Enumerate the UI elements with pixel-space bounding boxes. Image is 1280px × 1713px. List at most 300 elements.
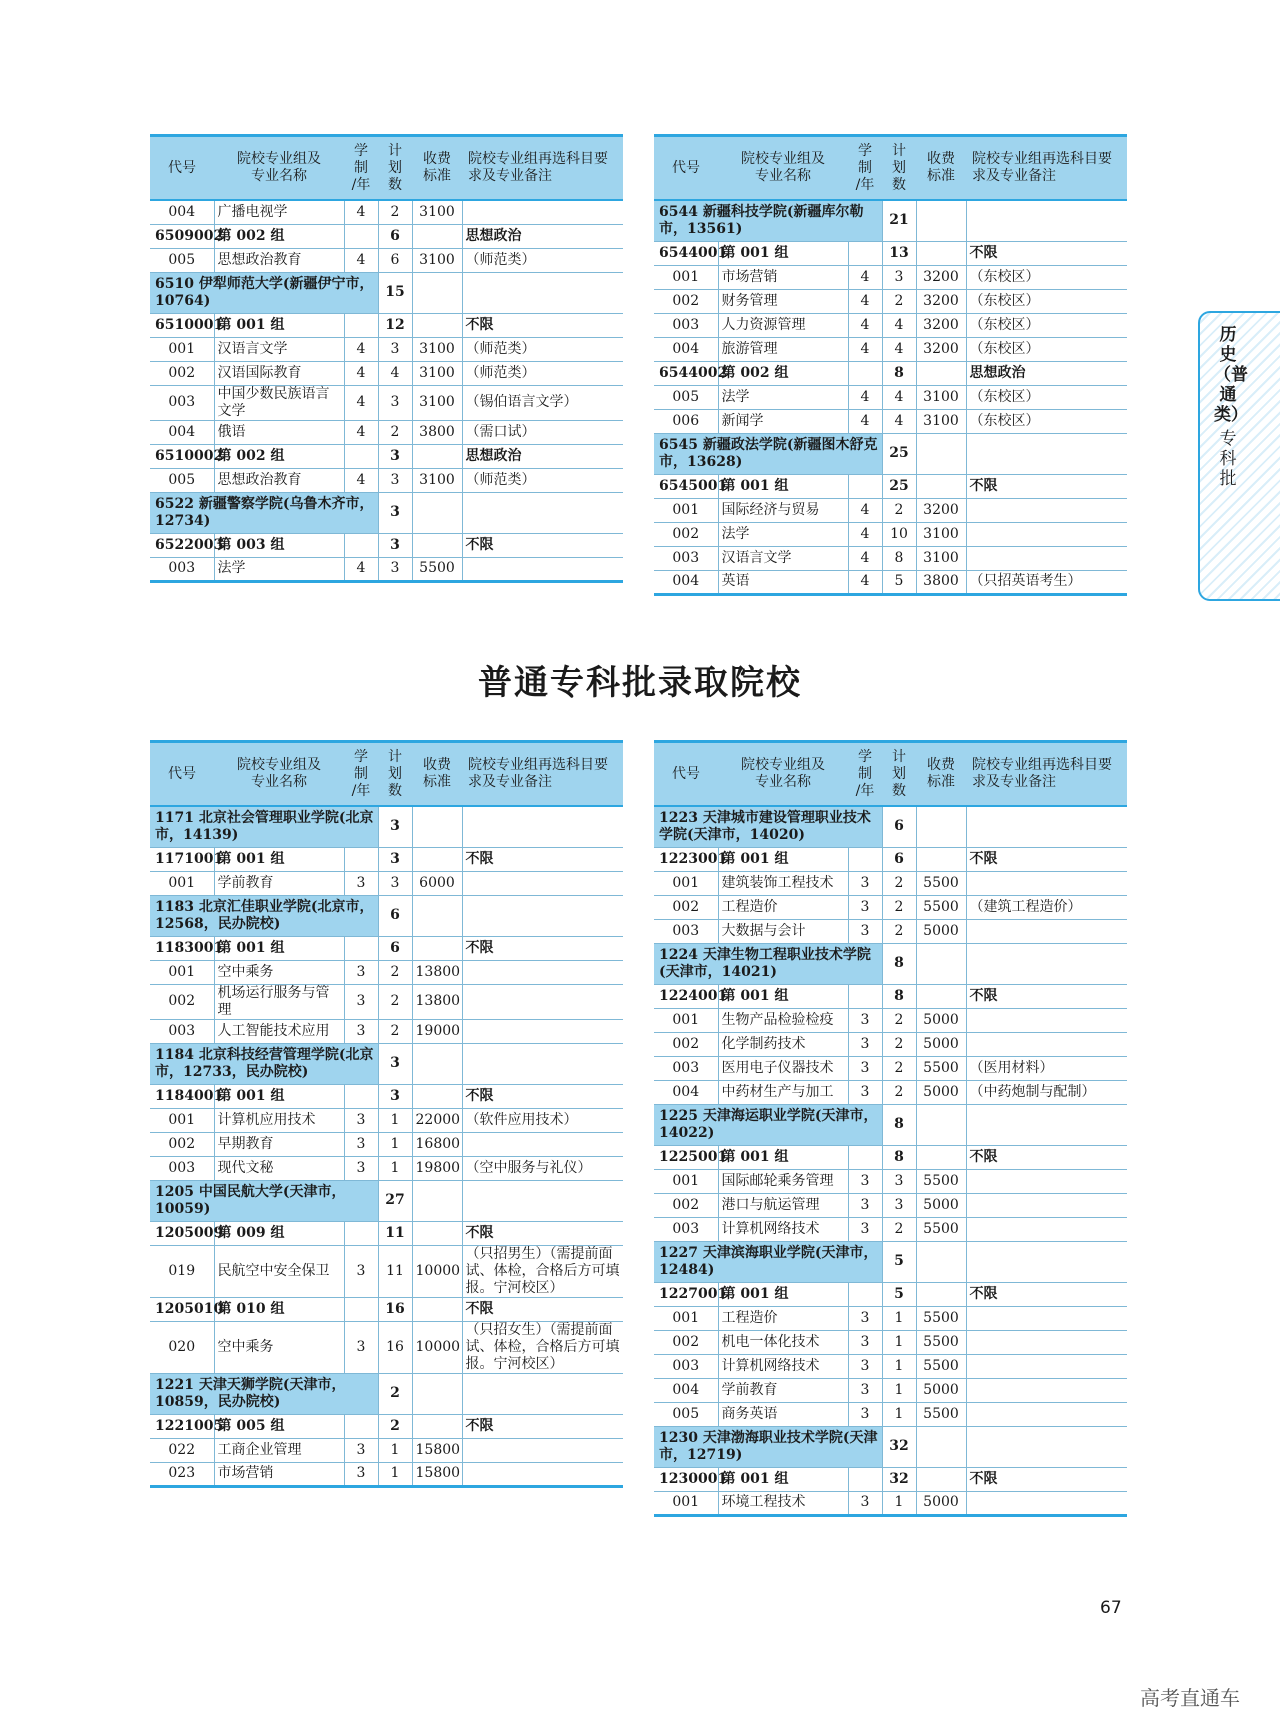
major-years: 3 bbox=[848, 871, 882, 895]
group-years bbox=[344, 1297, 378, 1321]
major-years: 3 bbox=[344, 1132, 378, 1156]
major-row bbox=[654, 1217, 1127, 1241]
major-years: 4 bbox=[344, 385, 378, 420]
major-plan: 10 bbox=[882, 522, 916, 546]
group-note: 不限 bbox=[462, 847, 623, 871]
major-row bbox=[150, 1156, 623, 1180]
major-row bbox=[654, 871, 1127, 895]
school-name: 1171 北京社会管理职业学院(北京市，14139) bbox=[150, 806, 378, 847]
major-code: 003 bbox=[150, 1156, 214, 1180]
major-row bbox=[654, 1080, 1127, 1104]
group-plan: 16 bbox=[378, 1297, 412, 1321]
school-plan: 3 bbox=[378, 1043, 412, 1084]
school-plan: 8 bbox=[882, 943, 916, 984]
major-plan: 4 bbox=[882, 313, 916, 337]
major-code: 002 bbox=[654, 895, 718, 919]
group-fee bbox=[412, 1084, 462, 1108]
major-name: 建筑装饰工程技术 bbox=[718, 871, 848, 895]
group-years bbox=[344, 533, 378, 557]
major-years: 3 bbox=[344, 1321, 378, 1373]
major-row bbox=[150, 960, 623, 984]
school-fee bbox=[916, 943, 966, 984]
group-fee bbox=[412, 533, 462, 557]
major-years: 3 bbox=[848, 1378, 882, 1402]
major-plan: 1 bbox=[882, 1491, 916, 1515]
group-fee bbox=[916, 241, 966, 265]
major-row bbox=[654, 522, 1127, 546]
major-name: 商务英语 bbox=[718, 1402, 848, 1426]
major-code: 006 bbox=[654, 409, 718, 433]
major-name: 法学 bbox=[718, 385, 848, 409]
major-row bbox=[150, 337, 623, 361]
major-fee: 6000 bbox=[412, 871, 462, 895]
group-code: 6510001 bbox=[150, 313, 214, 337]
group-fee bbox=[412, 936, 462, 960]
school-note bbox=[966, 943, 1127, 984]
group-fee bbox=[916, 1145, 966, 1169]
group-years bbox=[848, 1467, 882, 1491]
major-code: 003 bbox=[150, 1019, 214, 1043]
major-name: 空中乘务 bbox=[214, 1321, 344, 1373]
school-name: 1183 北京汇佳职业学院(北京市，12568，民办院校) bbox=[150, 895, 378, 936]
major-row bbox=[150, 385, 623, 420]
school-row bbox=[150, 272, 623, 313]
group-name: 第 001 组 bbox=[718, 1145, 848, 1169]
major-name: 俄语 bbox=[214, 420, 344, 444]
major-row bbox=[150, 420, 623, 444]
major-plan: 2 bbox=[882, 1217, 916, 1241]
school-fee bbox=[412, 272, 462, 313]
major-code: 004 bbox=[654, 337, 718, 361]
major-years: 3 bbox=[848, 1402, 882, 1426]
major-name: 英语 bbox=[718, 570, 848, 594]
header-name: 院校专业组及 专业名称 bbox=[214, 742, 344, 807]
group-fee bbox=[412, 444, 462, 468]
group-years bbox=[848, 847, 882, 871]
major-plan: 2 bbox=[882, 1008, 916, 1032]
group-fee bbox=[916, 361, 966, 385]
header-note: 院校专业组再选科目要 求及专业备注 bbox=[966, 742, 1127, 807]
school-name: 1184 北京科技经营管理学院(北京市，12733，民办院校) bbox=[150, 1043, 378, 1084]
group-plan: 2 bbox=[378, 1414, 412, 1438]
header-name: 院校专业组及 专业名称 bbox=[718, 742, 848, 807]
major-name: 机场运行服务与管理 bbox=[214, 984, 344, 1019]
school-name: 6545 新疆政法学院(新疆图木舒克市，13628) bbox=[654, 433, 882, 474]
school-fee bbox=[412, 1043, 462, 1084]
major-note: （师范类） bbox=[462, 361, 623, 385]
group-note: 不限 bbox=[966, 1467, 1127, 1491]
major-row bbox=[150, 1245, 623, 1297]
major-plan: 2 bbox=[378, 1019, 412, 1043]
major-name: 市场营销 bbox=[718, 265, 848, 289]
group-fee bbox=[412, 1297, 462, 1321]
school-note bbox=[966, 1104, 1127, 1145]
major-name: 机电一体化技术 bbox=[718, 1330, 848, 1354]
group-note: 不限 bbox=[462, 533, 623, 557]
major-note bbox=[462, 1462, 623, 1486]
group-row bbox=[150, 936, 623, 960]
school-note bbox=[462, 895, 623, 936]
group-note: 不限 bbox=[966, 1282, 1127, 1306]
major-name: 早期教育 bbox=[214, 1132, 344, 1156]
school-plan: 3 bbox=[378, 492, 412, 533]
major-fee: 5000 bbox=[916, 1491, 966, 1515]
group-fee bbox=[412, 313, 462, 337]
major-name: 人工智能技术应用 bbox=[214, 1019, 344, 1043]
major-fee: 5500 bbox=[916, 895, 966, 919]
section-title: 普通专科批录取院校 bbox=[478, 663, 802, 703]
group-note: 不限 bbox=[966, 1145, 1127, 1169]
major-plan: 2 bbox=[882, 871, 916, 895]
major-row bbox=[150, 1321, 623, 1373]
major-plan: 1 bbox=[378, 1462, 412, 1486]
major-plan: 3 bbox=[378, 337, 412, 361]
major-name: 计算机网络技术 bbox=[718, 1217, 848, 1241]
group-name: 第 001 组 bbox=[718, 1282, 848, 1306]
major-note bbox=[966, 1402, 1127, 1426]
major-code: 001 bbox=[654, 871, 718, 895]
school-row bbox=[654, 433, 1127, 474]
school-plan: 32 bbox=[882, 1426, 916, 1467]
major-note bbox=[966, 871, 1127, 895]
table-header-row bbox=[150, 742, 623, 807]
group-row bbox=[150, 847, 623, 871]
major-fee: 19000 bbox=[412, 1019, 462, 1043]
group-code: 6509002 bbox=[150, 224, 214, 248]
major-note: （师范类） bbox=[462, 248, 623, 272]
major-fee: 3100 bbox=[412, 337, 462, 361]
major-years: 3 bbox=[848, 1008, 882, 1032]
group-code: 1225001 bbox=[654, 1145, 718, 1169]
group-plan: 3 bbox=[378, 847, 412, 871]
major-plan: 1 bbox=[882, 1354, 916, 1378]
group-code: 1205010 bbox=[150, 1297, 214, 1321]
major-code: 002 bbox=[150, 984, 214, 1019]
school-note bbox=[462, 272, 623, 313]
group-name: 第 005 组 bbox=[214, 1414, 344, 1438]
group-row bbox=[150, 533, 623, 557]
header-plan: 计 划 数 bbox=[882, 136, 916, 201]
group-plan: 3 bbox=[378, 444, 412, 468]
major-years: 3 bbox=[848, 919, 882, 943]
major-plan: 3 bbox=[882, 1169, 916, 1193]
major-name: 广播电视学 bbox=[214, 200, 344, 224]
group-note: 思想政治 bbox=[462, 444, 623, 468]
major-plan: 1 bbox=[378, 1156, 412, 1180]
header-note: 院校专业组再选科目要 求及专业备注 bbox=[462, 136, 623, 201]
major-plan: 2 bbox=[882, 1056, 916, 1080]
school-note bbox=[966, 200, 1127, 241]
header-name: 院校专业组及 专业名称 bbox=[718, 136, 848, 201]
school-row bbox=[150, 806, 623, 847]
major-row bbox=[654, 1306, 1127, 1330]
major-fee: 13800 bbox=[412, 960, 462, 984]
school-row bbox=[150, 1180, 623, 1221]
group-code: 6544002 bbox=[654, 361, 718, 385]
major-note bbox=[966, 1169, 1127, 1193]
group-years bbox=[848, 1145, 882, 1169]
group-name: 第 002 组 bbox=[214, 444, 344, 468]
major-code: 023 bbox=[150, 1462, 214, 1486]
school-plan: 2 bbox=[378, 1373, 412, 1414]
major-note: （建筑工程造价） bbox=[966, 895, 1127, 919]
major-code: 001 bbox=[150, 1108, 214, 1132]
major-fee: 5000 bbox=[916, 1080, 966, 1104]
header-plan: 计 划 数 bbox=[378, 136, 412, 201]
major-note bbox=[966, 1378, 1127, 1402]
admission-table-top-right bbox=[654, 134, 1127, 596]
major-row bbox=[150, 871, 623, 895]
school-note bbox=[462, 806, 623, 847]
group-years bbox=[344, 313, 378, 337]
major-code: 001 bbox=[654, 1008, 718, 1032]
group-years bbox=[344, 1414, 378, 1438]
major-plan: 2 bbox=[882, 498, 916, 522]
group-code: 6522003 bbox=[150, 533, 214, 557]
group-years bbox=[344, 847, 378, 871]
major-row bbox=[654, 570, 1127, 594]
header-fee: 收费 标准 bbox=[916, 136, 966, 201]
major-fee: 5000 bbox=[916, 1008, 966, 1032]
major-fee: 3100 bbox=[412, 248, 462, 272]
school-fee bbox=[916, 200, 966, 241]
major-years: 4 bbox=[848, 313, 882, 337]
major-name: 中国少数民族语言文学 bbox=[214, 385, 344, 420]
major-name: 港口与航运管理 bbox=[718, 1193, 848, 1217]
major-code: 002 bbox=[150, 361, 214, 385]
major-note bbox=[966, 1032, 1127, 1056]
major-name: 工程造价 bbox=[718, 1306, 848, 1330]
major-row bbox=[654, 1491, 1127, 1515]
school-plan: 6 bbox=[378, 895, 412, 936]
major-fee: 3100 bbox=[412, 468, 462, 492]
major-plan: 3 bbox=[378, 468, 412, 492]
major-row bbox=[654, 409, 1127, 433]
admission-table-top-left bbox=[150, 134, 623, 583]
major-note bbox=[462, 200, 623, 224]
major-name: 国际邮轮乘务管理 bbox=[718, 1169, 848, 1193]
major-name: 人力资源管理 bbox=[718, 313, 848, 337]
major-row bbox=[654, 265, 1127, 289]
major-plan: 4 bbox=[378, 361, 412, 385]
group-plan: 25 bbox=[882, 474, 916, 498]
major-row bbox=[654, 919, 1127, 943]
table-header-row bbox=[654, 742, 1127, 807]
major-name: 空中乘务 bbox=[214, 960, 344, 984]
group-note: 思想政治 bbox=[462, 224, 623, 248]
group-plan: 6 bbox=[882, 847, 916, 871]
major-name: 汉语言文学 bbox=[214, 337, 344, 361]
major-fee: 5500 bbox=[412, 557, 462, 581]
major-plan: 3 bbox=[378, 557, 412, 581]
group-row bbox=[654, 361, 1127, 385]
major-years: 3 bbox=[344, 960, 378, 984]
school-row bbox=[150, 492, 623, 533]
major-years: 3 bbox=[344, 1438, 378, 1462]
major-row bbox=[654, 1193, 1127, 1217]
group-row bbox=[654, 1145, 1127, 1169]
major-note bbox=[462, 557, 623, 581]
major-years: 3 bbox=[344, 984, 378, 1019]
major-row bbox=[150, 248, 623, 272]
school-row bbox=[654, 1104, 1127, 1145]
major-row bbox=[654, 289, 1127, 313]
major-years: 4 bbox=[848, 265, 882, 289]
group-row bbox=[654, 241, 1127, 265]
group-name: 第 003 组 bbox=[214, 533, 344, 557]
major-note: （软件应用技术） bbox=[462, 1108, 623, 1132]
major-row bbox=[150, 1108, 623, 1132]
major-note bbox=[966, 546, 1127, 570]
major-name: 财务管理 bbox=[718, 289, 848, 313]
major-years: 4 bbox=[848, 522, 882, 546]
group-row bbox=[150, 1297, 623, 1321]
group-note: 不限 bbox=[462, 1221, 623, 1245]
school-name: 1205 中国民航大学(天津市，10059) bbox=[150, 1180, 378, 1221]
table-header-row bbox=[150, 136, 623, 201]
school-plan: 27 bbox=[378, 1180, 412, 1221]
group-code: 1183001 bbox=[150, 936, 214, 960]
school-row bbox=[150, 1373, 623, 1414]
school-plan: 6 bbox=[882, 806, 916, 847]
major-row bbox=[654, 1402, 1127, 1426]
major-years: 3 bbox=[848, 1330, 882, 1354]
group-name: 第 002 组 bbox=[214, 224, 344, 248]
major-note bbox=[462, 1019, 623, 1043]
major-name: 计算机网络技术 bbox=[718, 1354, 848, 1378]
group-row bbox=[150, 224, 623, 248]
major-fee: 5500 bbox=[916, 1306, 966, 1330]
major-plan: 3 bbox=[882, 265, 916, 289]
group-row bbox=[150, 1221, 623, 1245]
major-plan: 2 bbox=[882, 1080, 916, 1104]
major-fee: 3200 bbox=[916, 313, 966, 337]
major-note bbox=[462, 1438, 623, 1462]
group-plan: 6 bbox=[378, 224, 412, 248]
major-row bbox=[654, 1354, 1127, 1378]
major-plan: 2 bbox=[882, 1032, 916, 1056]
major-fee: 3100 bbox=[412, 200, 462, 224]
major-fee: 3800 bbox=[916, 570, 966, 594]
group-name: 第 001 组 bbox=[718, 474, 848, 498]
table-header-row bbox=[654, 136, 1127, 201]
major-code: 019 bbox=[150, 1245, 214, 1297]
group-note: 不限 bbox=[462, 936, 623, 960]
major-fee: 22000 bbox=[412, 1108, 462, 1132]
group-plan: 8 bbox=[882, 984, 916, 1008]
major-note bbox=[966, 1008, 1127, 1032]
school-fee bbox=[916, 1104, 966, 1145]
group-name: 第 001 组 bbox=[718, 847, 848, 871]
header-years: 学 制 /年 bbox=[344, 742, 378, 807]
major-years: 4 bbox=[848, 409, 882, 433]
group-years bbox=[344, 1221, 378, 1245]
major-row bbox=[654, 385, 1127, 409]
group-name: 第 001 组 bbox=[214, 847, 344, 871]
header-years: 学 制 /年 bbox=[344, 136, 378, 201]
group-code: 6510002 bbox=[150, 444, 214, 468]
major-years: 3 bbox=[848, 1032, 882, 1056]
header-plan: 计 划 数 bbox=[882, 742, 916, 807]
group-note: 不限 bbox=[462, 1414, 623, 1438]
side-category-normal: 专科批 bbox=[1219, 429, 1237, 489]
group-name: 第 001 组 bbox=[718, 241, 848, 265]
major-name: 中药材生产与加工 bbox=[718, 1080, 848, 1104]
group-name: 第 002 组 bbox=[718, 361, 848, 385]
major-fee: 3100 bbox=[916, 409, 966, 433]
major-row bbox=[150, 557, 623, 581]
side-category-bold: 历史（普通类） bbox=[1214, 325, 1248, 425]
school-note bbox=[462, 1373, 623, 1414]
major-name: 汉语国际教育 bbox=[214, 361, 344, 385]
major-years: 3 bbox=[344, 1156, 378, 1180]
school-name: 1223 天津城市建设管理职业技术学院(天津市，14020) bbox=[654, 806, 882, 847]
group-row bbox=[654, 847, 1127, 871]
group-name: 第 001 组 bbox=[718, 984, 848, 1008]
school-note bbox=[462, 492, 623, 533]
major-code: 001 bbox=[150, 337, 214, 361]
major-fee: 3100 bbox=[916, 546, 966, 570]
major-row bbox=[654, 1056, 1127, 1080]
major-code: 002 bbox=[654, 1032, 718, 1056]
major-name: 国际经济与贸易 bbox=[718, 498, 848, 522]
major-fee: 5000 bbox=[916, 1193, 966, 1217]
group-plan: 8 bbox=[882, 361, 916, 385]
major-years: 3 bbox=[344, 1108, 378, 1132]
group-plan: 3 bbox=[378, 533, 412, 557]
group-row bbox=[150, 1084, 623, 1108]
header-name: 院校专业组及 专业名称 bbox=[214, 136, 344, 201]
major-years: 4 bbox=[848, 385, 882, 409]
group-name: 第 001 组 bbox=[214, 313, 344, 337]
major-plan: 2 bbox=[378, 984, 412, 1019]
major-plan: 16 bbox=[378, 1321, 412, 1373]
major-code: 004 bbox=[150, 200, 214, 224]
group-plan: 5 bbox=[882, 1282, 916, 1306]
school-plan: 15 bbox=[378, 272, 412, 313]
major-fee: 5500 bbox=[916, 1354, 966, 1378]
major-years: 4 bbox=[344, 420, 378, 444]
major-row bbox=[150, 1132, 623, 1156]
header-note: 院校专业组再选科目要 求及专业备注 bbox=[966, 136, 1127, 201]
group-fee bbox=[916, 984, 966, 1008]
major-fee: 3200 bbox=[916, 337, 966, 361]
major-row bbox=[654, 895, 1127, 919]
major-years: 3 bbox=[848, 1193, 882, 1217]
major-code: 001 bbox=[654, 265, 718, 289]
major-plan: 6 bbox=[378, 248, 412, 272]
group-fee bbox=[916, 474, 966, 498]
major-name: 法学 bbox=[214, 557, 344, 581]
major-years: 4 bbox=[848, 546, 882, 570]
major-code: 003 bbox=[150, 557, 214, 581]
school-row bbox=[654, 806, 1127, 847]
school-note bbox=[966, 433, 1127, 474]
major-name: 汉语言文学 bbox=[718, 546, 848, 570]
major-code: 003 bbox=[654, 546, 718, 570]
group-note: 不限 bbox=[462, 313, 623, 337]
major-fee: 3200 bbox=[916, 289, 966, 313]
group-code: 6545001 bbox=[654, 474, 718, 498]
group-years bbox=[344, 224, 378, 248]
group-plan: 6 bbox=[378, 936, 412, 960]
group-plan: 12 bbox=[378, 313, 412, 337]
major-fee: 5500 bbox=[916, 1402, 966, 1426]
major-note: （东校区） bbox=[966, 385, 1127, 409]
major-note bbox=[966, 1217, 1127, 1241]
group-row bbox=[150, 444, 623, 468]
major-row bbox=[654, 337, 1127, 361]
